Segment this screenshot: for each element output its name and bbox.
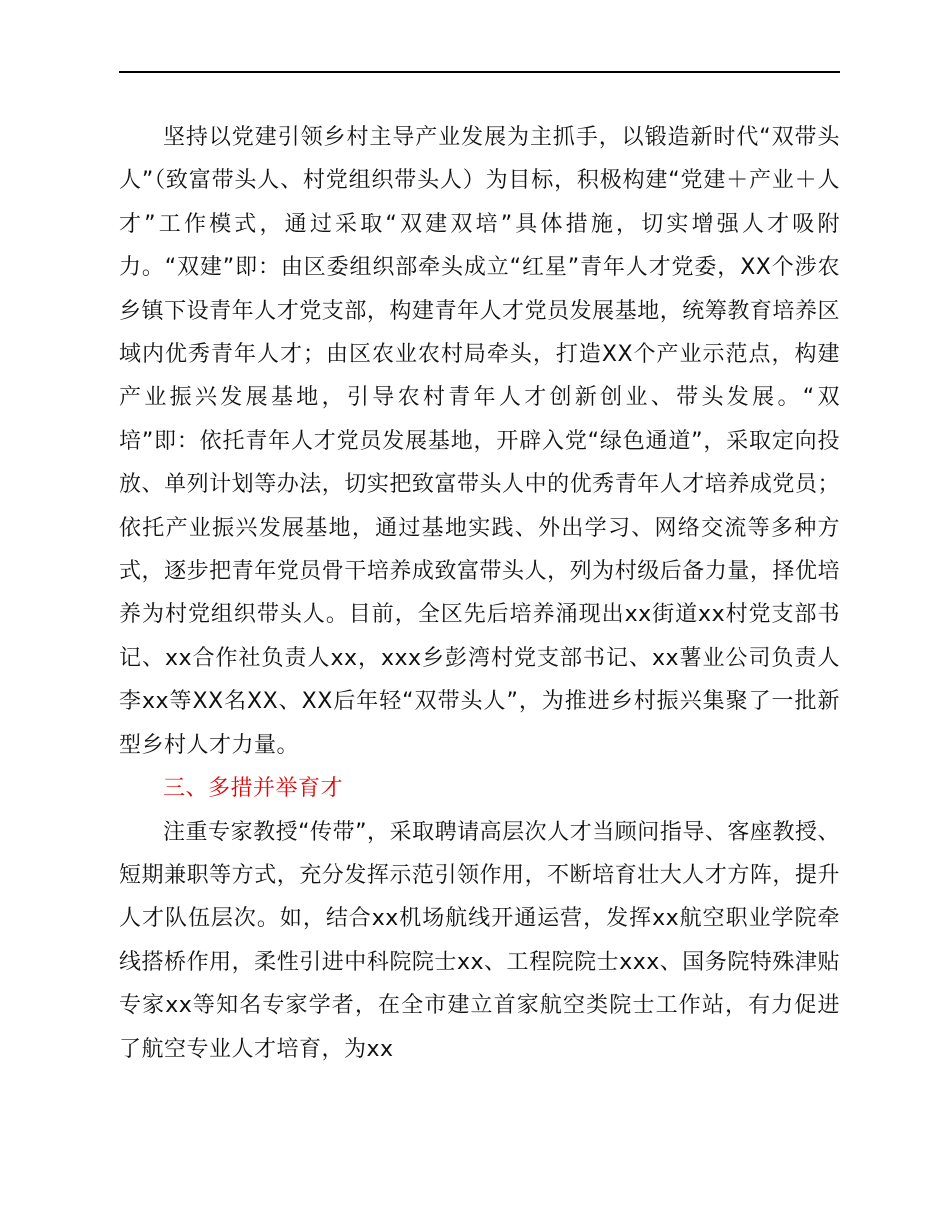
header-rule	[119, 71, 840, 73]
body-paragraph: 注重专家教授“传带”，采取聘请高层次人才当顾问指导、客座教授、短期兼职等方式，充分发挥示范引领作用，不断培育壮大人才方阵，提升人才队伍层次。如，结合xx机场航线开通运营，发挥xx航空职业学院牵线搭桥作用，柔性引进中科院院士xx、工程院院士xxx、国务院特殊津贴专家xx等知名专家学者，在全市建立首家航空类院士工作站，有力促进了航空专业人才培育，为xx	[119, 819, 840, 1062]
document-body	[119, 116, 840, 1071]
body-paragraph: 坚持以党建引领乡村主导产业发展为主抓手，以锻造新时代“双带头人”（致富带头人、村党组织带头人）为目标，积极构建“党建＋产业＋人才”工作模式，通过采取“双建双培”具体措施，切实增强人才吸附力。“双建”即：由区委组织部牵头成立“红星”青年人才党委，XX个涉农乡镇下设青年人才党支部，构建青年人才党员发展基地，统筹教育培养区域内优秀青年人才；由区农业农村局牵头，打造XX个产业示范点，构建产业振兴发展基地，引导农村青年人才创新创业、带头发展。“双培”即：依托青年人才党员发展基地，开辟入党“绿色通道”，采取定向投放、单列计划等办法，切实把致富带头人中的优秀青年人才培养成党员；依托产业振兴发展基地，通过基地实践、外出学习、网络交流等多种方式，逐步把青年党员骨干培养成致富带头人，列为村级后备力量，择优培养为村党组织带头人。目前，全区先后培养涌现出xx街道xx村党支部书记、xx合作社负责人xx，xxx乡彭湾村党支部书记、xx薯业公司负责人李xx等XX名XX、XX后年轻“双带头人”，为推进乡村振兴集聚了一批新型乡村人才力量。	[119, 125, 840, 758]
section-heading: 三、多措并举育才	[163, 776, 344, 802]
